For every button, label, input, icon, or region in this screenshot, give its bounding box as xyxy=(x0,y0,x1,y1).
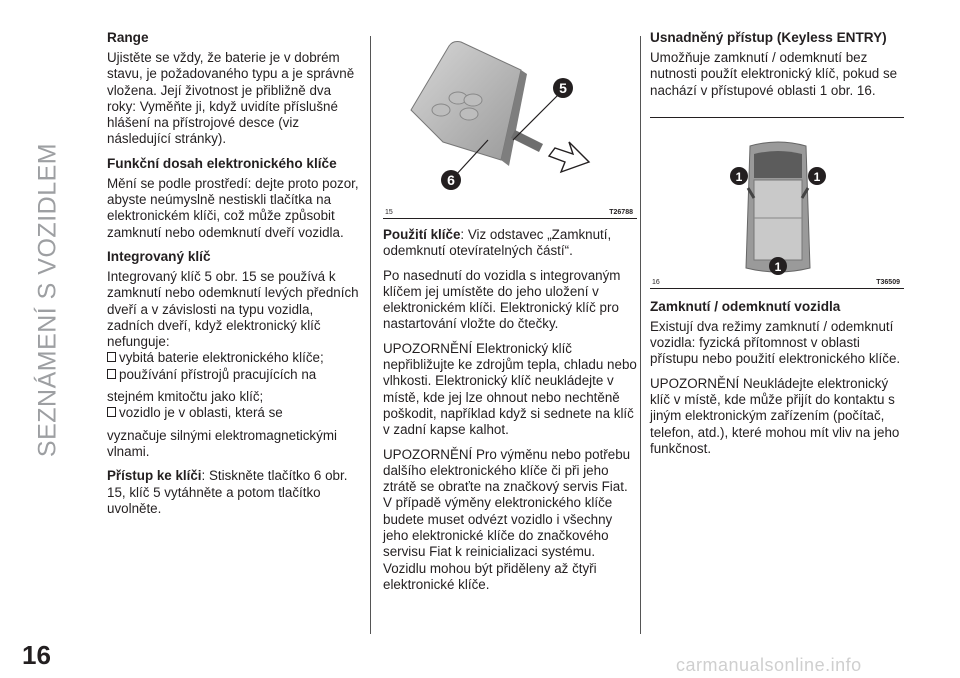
footer-watermark: carmanualsonline.info xyxy=(676,655,862,675)
use-paragraph xyxy=(383,227,637,260)
figure-16 xyxy=(650,117,904,289)
insert-key-paragraph: Po nasednutí do vozidla s integrovaným klíčem jej umístěte do jeho uložení v elektronickém klíči. Elektronický klíč pro nastartování vložte do čtečky. xyxy=(383,267,621,332)
figure-code: T36509 xyxy=(876,278,900,286)
electronic-key-illustration xyxy=(383,30,637,218)
access-zone-1-label: 1 xyxy=(813,169,821,184)
page-number: 16 xyxy=(22,640,51,670)
func-range-heading: Funkční dosah elektronického klíče xyxy=(107,155,337,171)
key-button xyxy=(432,104,450,116)
checklist-text: vozidlo je v oblasti, která se xyxy=(119,405,283,421)
access-heading: Přístup ke klíči xyxy=(107,468,202,484)
range-heading: Range xyxy=(107,30,149,45)
checkbox-bullet-icon xyxy=(107,352,116,362)
integrated-key-heading: Integrovaný klíč xyxy=(107,248,211,264)
use-heading: Použití klíče xyxy=(383,227,461,242)
column-3 xyxy=(650,30,904,465)
side-title-text: SEZNÁMENÍ S VOZIDLEM xyxy=(33,142,62,458)
warning-paragraph: UPOZORNĚNÍ Pro výměnu nebo potřebu dalšího elektronického klíče či při jeho ztrátě se obraťte na značkový servis Fiat. V případě výměny elektronického klíče budete muset odvézt vozidlo i všechny jeho elektronické klíče do značkového servisu Fiat k reinicializaci systému. Vozidlu mohou být přiděleny až čtyři elektronické klíče. xyxy=(383,446,631,592)
vehicle-roof xyxy=(754,180,802,260)
keyless-heading: Usnadněný přístup (Keyless ENTRY) xyxy=(650,30,887,45)
integrated-key-blade xyxy=(511,130,543,152)
figure-number: 15 xyxy=(385,209,393,216)
figure-code: T26788 xyxy=(609,209,633,216)
func-range-paragraph: Mění se podle prostředí: dejte proto pozor, abyste neúmyslně nestiskli tlačítka na elektronickém klíči, což může způsobit zamknutí nebo odemknutí dveří vozidla. xyxy=(107,175,359,240)
checklist-text: vybitá baterie elektronického klíče; xyxy=(119,350,324,366)
access-text: : Stiskněte tlačítko 6 obr. 15, klíč 5 vytáhněte a potom tlačítko uvolněte. xyxy=(107,468,348,516)
callout-5-label: 5 xyxy=(559,80,567,96)
access-paragraph xyxy=(107,468,361,517)
column-divider xyxy=(370,36,371,634)
lock-unlock-paragraph: Existují dva režimy zamknutí / odemknutí vozidla: fyzická přítomnost v oblasti přístupu nebo použití elektronického klíče. xyxy=(650,318,901,367)
column-divider xyxy=(640,36,641,634)
use-text: : Viz odstavec „Zamknutí, odemknutí otevíratelných částí“. xyxy=(383,227,612,259)
checklist-item xyxy=(107,367,361,383)
checklist-continuation: vyznačuje silnými elektromagnetickými vlnami. xyxy=(107,427,337,459)
keyless-paragraph: Umožňuje zamknutí / odemknutí bez nutnosti použít elektronický klíč, pokud se nachází v přístupové oblasti 1 obr. 16. xyxy=(650,50,898,98)
warning-paragraph: UPOZORNĚNÍ Elektronický klíč nepřibližujte ke zdrojům tepla, chladu nebo vlhkosti. Elektronický klíč neukládejte v místě, kde jej lze ohnout nebo nechtěně poškodit, například když si sednete na klíč v zadní kapse kalhot. xyxy=(383,340,637,438)
figure-number: 16 xyxy=(652,278,660,286)
checklist-text: používání přístrojů pracujících na xyxy=(119,366,317,382)
range-paragraph: Ujistěte se vždy, že baterie je v dobrém stavu, je požadovaného typu a je správně vložena. Její životnost je přibližně dva roky: Vyměňte ji, když uvidíte příslušné hlášení na přístrojové desce (viz následující stránky). xyxy=(107,50,355,147)
column-2 xyxy=(383,30,637,601)
integrated-key-paragraph: Integrovaný klíč 5 obr. 15 se používá k zamknutí nebo odemknutí levých předních dveří a v závislosti na typu vozidla, zadních dveří, když elektronický klíč nefunguje: xyxy=(107,268,359,350)
checklist-item xyxy=(107,405,361,421)
checkbox-bullet-icon xyxy=(107,407,116,417)
key-button xyxy=(460,108,478,120)
vehicle-windshield xyxy=(754,151,802,178)
checkbox-bullet-icon xyxy=(107,369,116,379)
checklist-item xyxy=(107,350,361,366)
access-zone-1-label: 1 xyxy=(774,259,782,274)
access-zone-1-label: 1 xyxy=(735,169,743,184)
vehicle-top-view-illustration xyxy=(650,118,904,288)
column-1 xyxy=(107,30,361,525)
lock-unlock-heading: Zamknutí / odemknutí vozidla xyxy=(650,298,841,314)
callout-6-label: 6 xyxy=(447,172,455,188)
figure-15 xyxy=(383,30,637,219)
key-button xyxy=(464,94,482,106)
pull-direction-arrow xyxy=(549,142,589,172)
checklist-continuation: stejném kmitočtu jako klíč; xyxy=(107,389,264,405)
warning-paragraph: UPOZORNĚNÍ Neukládejte elektronický klíč v místě, kde může přijít do kontaktu s jiným elektronickým zařízením (počítač, telefon, atd.), které mohou mít vliv na jeho funkčnost. xyxy=(650,375,900,456)
